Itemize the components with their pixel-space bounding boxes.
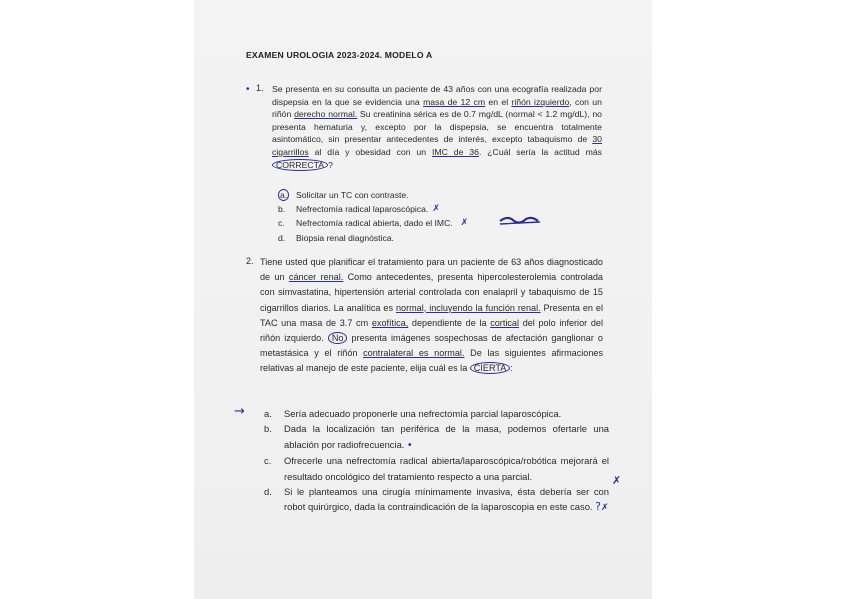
cross-mark: ✗ — [600, 503, 609, 514]
q2-option-c-letter: c. — [264, 455, 272, 467]
underline-left-kidney: riñón izquierdo — [511, 96, 570, 107]
q1-option-c-letter: c. — [278, 218, 285, 229]
question-1-stem: Se presenta en su consulta un paciente de 43 años con una ecografía realizada por dispepsia en la que se evidencia una masa de 12 cm en el riñón izquierdo, con un riñón derecho normal. Su creatinina sérica es de 0.7 mg/dL (normal < 1.2 mg/dL), no presenta hematuria y, excepto por la dispepsia, se encuentra totalmente asintomático, sin presentar antecedentes de interés, excepto tabaquismo de 30 cigarrillos al día y obesidad con un IMC de 36. ¿Cuál sería la actitud más CORRECTA ? — [272, 84, 602, 170]
question-2-number: 2. — [246, 256, 254, 266]
q1-option-b — [278, 202, 468, 216]
question-mark: ? — [595, 500, 601, 514]
scribble-mark — [500, 218, 538, 223]
q2-option-d-letter: d. — [264, 486, 272, 498]
circled-correcta: CORRECTA — [272, 159, 328, 171]
underline-contralateral: contralateral es normal. — [363, 348, 465, 359]
q2-option-d-text: Si le planteamos una cirugía mínimamente invasiva, ésta debería ser con robot quirúrgico, dada la contraindicación de la laparoscopia en este caso. ?✗ — [284, 486, 609, 514]
underline-bmi: IMC de 36 — [431, 146, 479, 157]
underline-exophytic: exofítica, — [371, 317, 409, 328]
q1-option-a-text: Solicitar un TC con contraste. — [296, 190, 409, 200]
exam-page — [194, 0, 652, 599]
underline-renal-cancer: cáncer renal. — [288, 272, 344, 283]
q2-option-c — [264, 453, 609, 484]
circled-cierta: CIERTA — [470, 362, 511, 374]
q2-option-b-text: Dada la localización tan periférica de la masa, podemos ofertarle una ablación por radiofrecuencia. • — [284, 423, 609, 451]
underline-mass: masa de 12 cm — [423, 96, 486, 107]
underline-cigarettes: 30 cigarrillos — [272, 134, 602, 157]
q1-option-a — [278, 188, 468, 202]
q1-option-b-text: Nefrectomía radical laparoscópica. — [296, 204, 429, 215]
q1-option-b-letter: b. — [278, 204, 286, 215]
circled-no: No — [328, 332, 348, 344]
underline-cortical: cortical — [490, 317, 520, 328]
strike-mark — [500, 222, 540, 224]
dot-mark: • — [407, 439, 413, 451]
underline-right-normal: derecho normal. — [294, 109, 358, 120]
q2-option-a-letter: a. — [264, 408, 272, 419]
q2-option-c-text: Ofrecerle una nefrectomía radical abierta/laparoscópica/robótica mejorará el resultado oncológico del tratamiento respecto a una parcial. — [284, 455, 609, 482]
cross-mark: ✗ — [612, 474, 622, 487]
question-2-options — [264, 406, 609, 517]
question-2-stem: Tiene usted que planificar el tratamiento para un paciente de 63 años diagnosticado de un cáncer renal. Como antecedentes, presenta hipercolesterolemia controlada con simvastatina, hipertensión arterial controlada con enalapril y tabaquismo de 15 cigarrillos diarios. La analítica es normal, incluyendo la función renal. Presenta en el TAC una masa de 3.7 cm exofítica, dependiente de la cortical del polo inferior del riñón izquierdo. No presenta imágenes sospechosas de afectación ganglionar o metastásica y el riñón contralateral es normal. De las siguientes afirmaciones relativas al manejo de este paciente, elija cuál es la CIERTA : — [260, 257, 603, 374]
q1-option-c — [278, 216, 468, 230]
q2-option-a-text: Sería adecuado proponerle una nefrectomía parcial laparoscópica. — [284, 408, 562, 419]
arrow-mark: → — [234, 404, 245, 419]
question-1-options — [278, 188, 468, 245]
question-1-number: 1. — [256, 83, 264, 93]
q1-option-d-letter: d. — [278, 232, 286, 243]
cross-mark: ✗ — [432, 204, 440, 215]
underline-renal-function: normal, incluyendo la función renal. — [395, 302, 541, 313]
q1-option-c-text: Nefrectomía radical abierta, dado el IMC. — [296, 218, 453, 229]
exam-title: EXAMEN UROLOGIA 2023-2024. MODELO A — [246, 50, 433, 60]
ink-bullet-mark: • — [246, 84, 250, 95]
q2-option-b-letter: b. — [264, 423, 272, 435]
q2-option-b — [264, 421, 609, 453]
q1-option-a-letter-circled: a. — [280, 190, 288, 200]
q1-option-d — [278, 231, 468, 245]
cross-mark: ✗ — [460, 218, 469, 229]
q1-option-d-text: Biopsia renal diagnóstica. — [296, 232, 394, 243]
q2-option-a — [264, 406, 609, 421]
q2-option-d — [264, 484, 609, 517]
